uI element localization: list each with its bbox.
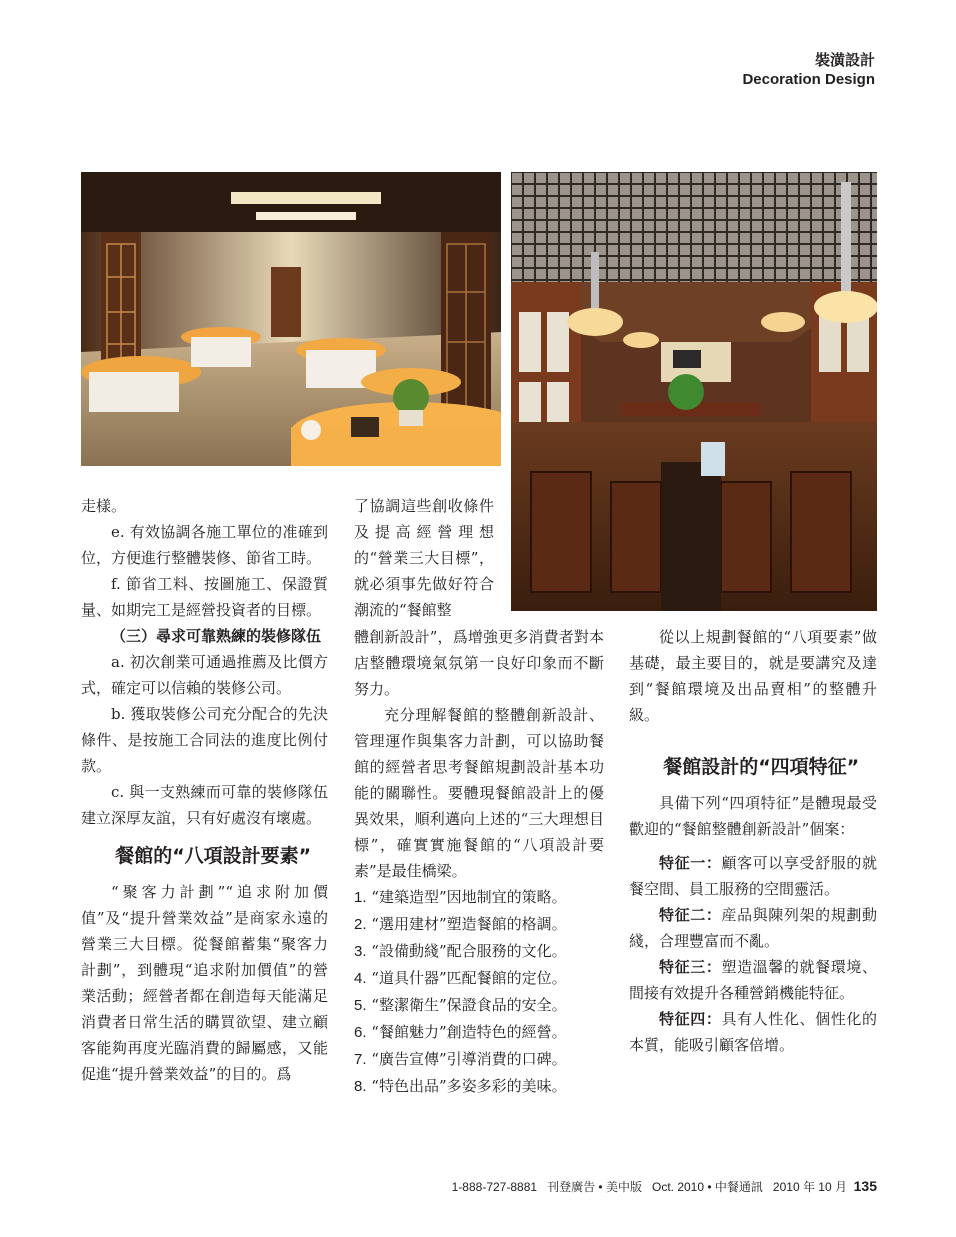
feature-item: 特征三：塑造溫馨的就餐環境、間接有效提升各種營銷機能特征。 <box>629 958 877 1002</box>
page-number: 135 <box>853 1178 877 1194</box>
text-column-2 <box>354 624 604 1100</box>
design-elements-list <box>354 884 604 1100</box>
footer-date: 2010 年 10 月 <box>772 1180 847 1194</box>
list-item: 1. “建築造型”因地制宜的策略。 <box>354 888 567 906</box>
feature-item: 特征二：産品與陳列架的規劃動綫，合理豐富而不亂。 <box>629 906 877 950</box>
subheading: （三）尋求可靠熟練的裝修隊伍 <box>111 627 322 645</box>
paragraph: f. 節省工料、按圖施工、保證質量、如期完工是經營投資者的目標。 <box>81 575 328 619</box>
footer-ad: 刊登廣告 <box>547 1180 596 1194</box>
restaurant-photo-right <box>511 172 877 611</box>
list-item: 3. “設備動綫”配合服務的文化。 <box>354 942 567 960</box>
paragraph: 了協調這些創收條件及提高經營理想的“營業三大目標”，就必須事先做好符合潮流的“餐館整 <box>354 497 494 619</box>
list-item: 4. “道具什器”匹配餐館的定位。 <box>354 969 567 987</box>
paragraph: 充分理解餐館的整體創新設計、管理運作與集客力計劃，可以協助餐館的經營者思考餐館規劃設計基本功能的關聯性。要體現餐館設計上的優異效果，順利邁向上述的“三大理想目標”，確實實施餐館的“八項設計要素”是最佳橋梁。 <box>354 706 604 880</box>
paragraph: 從以上規劃餐館的“八項要素”做基礎，最主要目的，就是要講究及達到“餐館環境及出品賣相”的整體升級。 <box>629 628 877 724</box>
section-heading: 餐館的“八項設計要素” <box>115 845 312 867</box>
footer-issue: Oct. 2010 <box>651 1180 705 1194</box>
page-footer: 1-888-727-8881 刊登廣告 • 美中版 Oct. 2010 • 中餐通訊 2010 年 10 月 135 <box>451 1178 877 1194</box>
paragraph: c. 與一支熟練而可靠的裝修隊伍建立深厚友誼，只有好處沒有壞處。 <box>81 783 328 827</box>
footer-magazine: 中餐通訊 <box>714 1180 763 1194</box>
list-item: 5. “整潔衛生”保證食品的安全。 <box>354 996 567 1014</box>
restaurant-photo-left <box>81 172 501 466</box>
section-header <box>742 50 875 90</box>
text-column-2-top <box>354 493 494 623</box>
feature-item: 特征四：具有人性化、個性化的本質，能吸引顧客倍增。 <box>629 1010 877 1054</box>
paragraph: 體創新設計”，爲增強更多消費者對本店整體環境氣氛第一良好印象而不斷努力。 <box>354 628 604 698</box>
list-item: 2. “選用建材”塑造餐館的格調。 <box>354 915 567 933</box>
list-item: 8. “特色出品”多姿多彩的美味。 <box>354 1077 567 1095</box>
list-item: 7. “廣告宣傳”引導消費的口碑。 <box>354 1050 567 1068</box>
footer-phone: 1-888-727-8881 <box>451 1180 538 1194</box>
footer-edition: 美中版 <box>605 1180 642 1194</box>
section-title-en: Decoration Design <box>742 71 875 88</box>
feature-item: 特征一：顧客可以享受舒服的就餐空間、員工服務的空間靈活。 <box>629 854 877 898</box>
list-item: 6. “餐館魅力”創造特色的經營。 <box>354 1023 567 1041</box>
paragraph: 走樣。 <box>81 497 127 515</box>
section-title-zh: 裝潢設計 <box>814 51 875 69</box>
paragraph: a. 初次創業可通過推薦及比價方式，確定可以信賴的裝修公司。 <box>81 653 328 697</box>
text-column-1 <box>81 493 328 1087</box>
paragraph: 具備下列“四項特征”是體現最受歡迎的“餐館整體創新設計”個案： <box>629 794 877 838</box>
section-heading: 餐館設計的“四項特征” <box>663 756 860 778</box>
paragraph: “聚客力計劃”“追求附加價值”及“提升營業效益”是商家永遠的營業三大目標。從餐館蓄集“聚客力計劃”，到體現“追求附加價值”的營業活動；經營者都在創造每天能滿足消費者日常生活的購買欲望、建立顧客能夠再度光臨消費的歸屬感，又能促進“提升營業效益”的目的。爲 <box>81 883 328 1083</box>
paragraph: e. 有效協調各施工單位的准確到位，方便進行整體裝修、節省工時。 <box>81 523 328 567</box>
text-column-3 <box>629 624 877 1058</box>
paragraph: b. 獲取裝修公司充分配合的先決條件、是按施工合同法的進度比例付款。 <box>81 705 328 775</box>
